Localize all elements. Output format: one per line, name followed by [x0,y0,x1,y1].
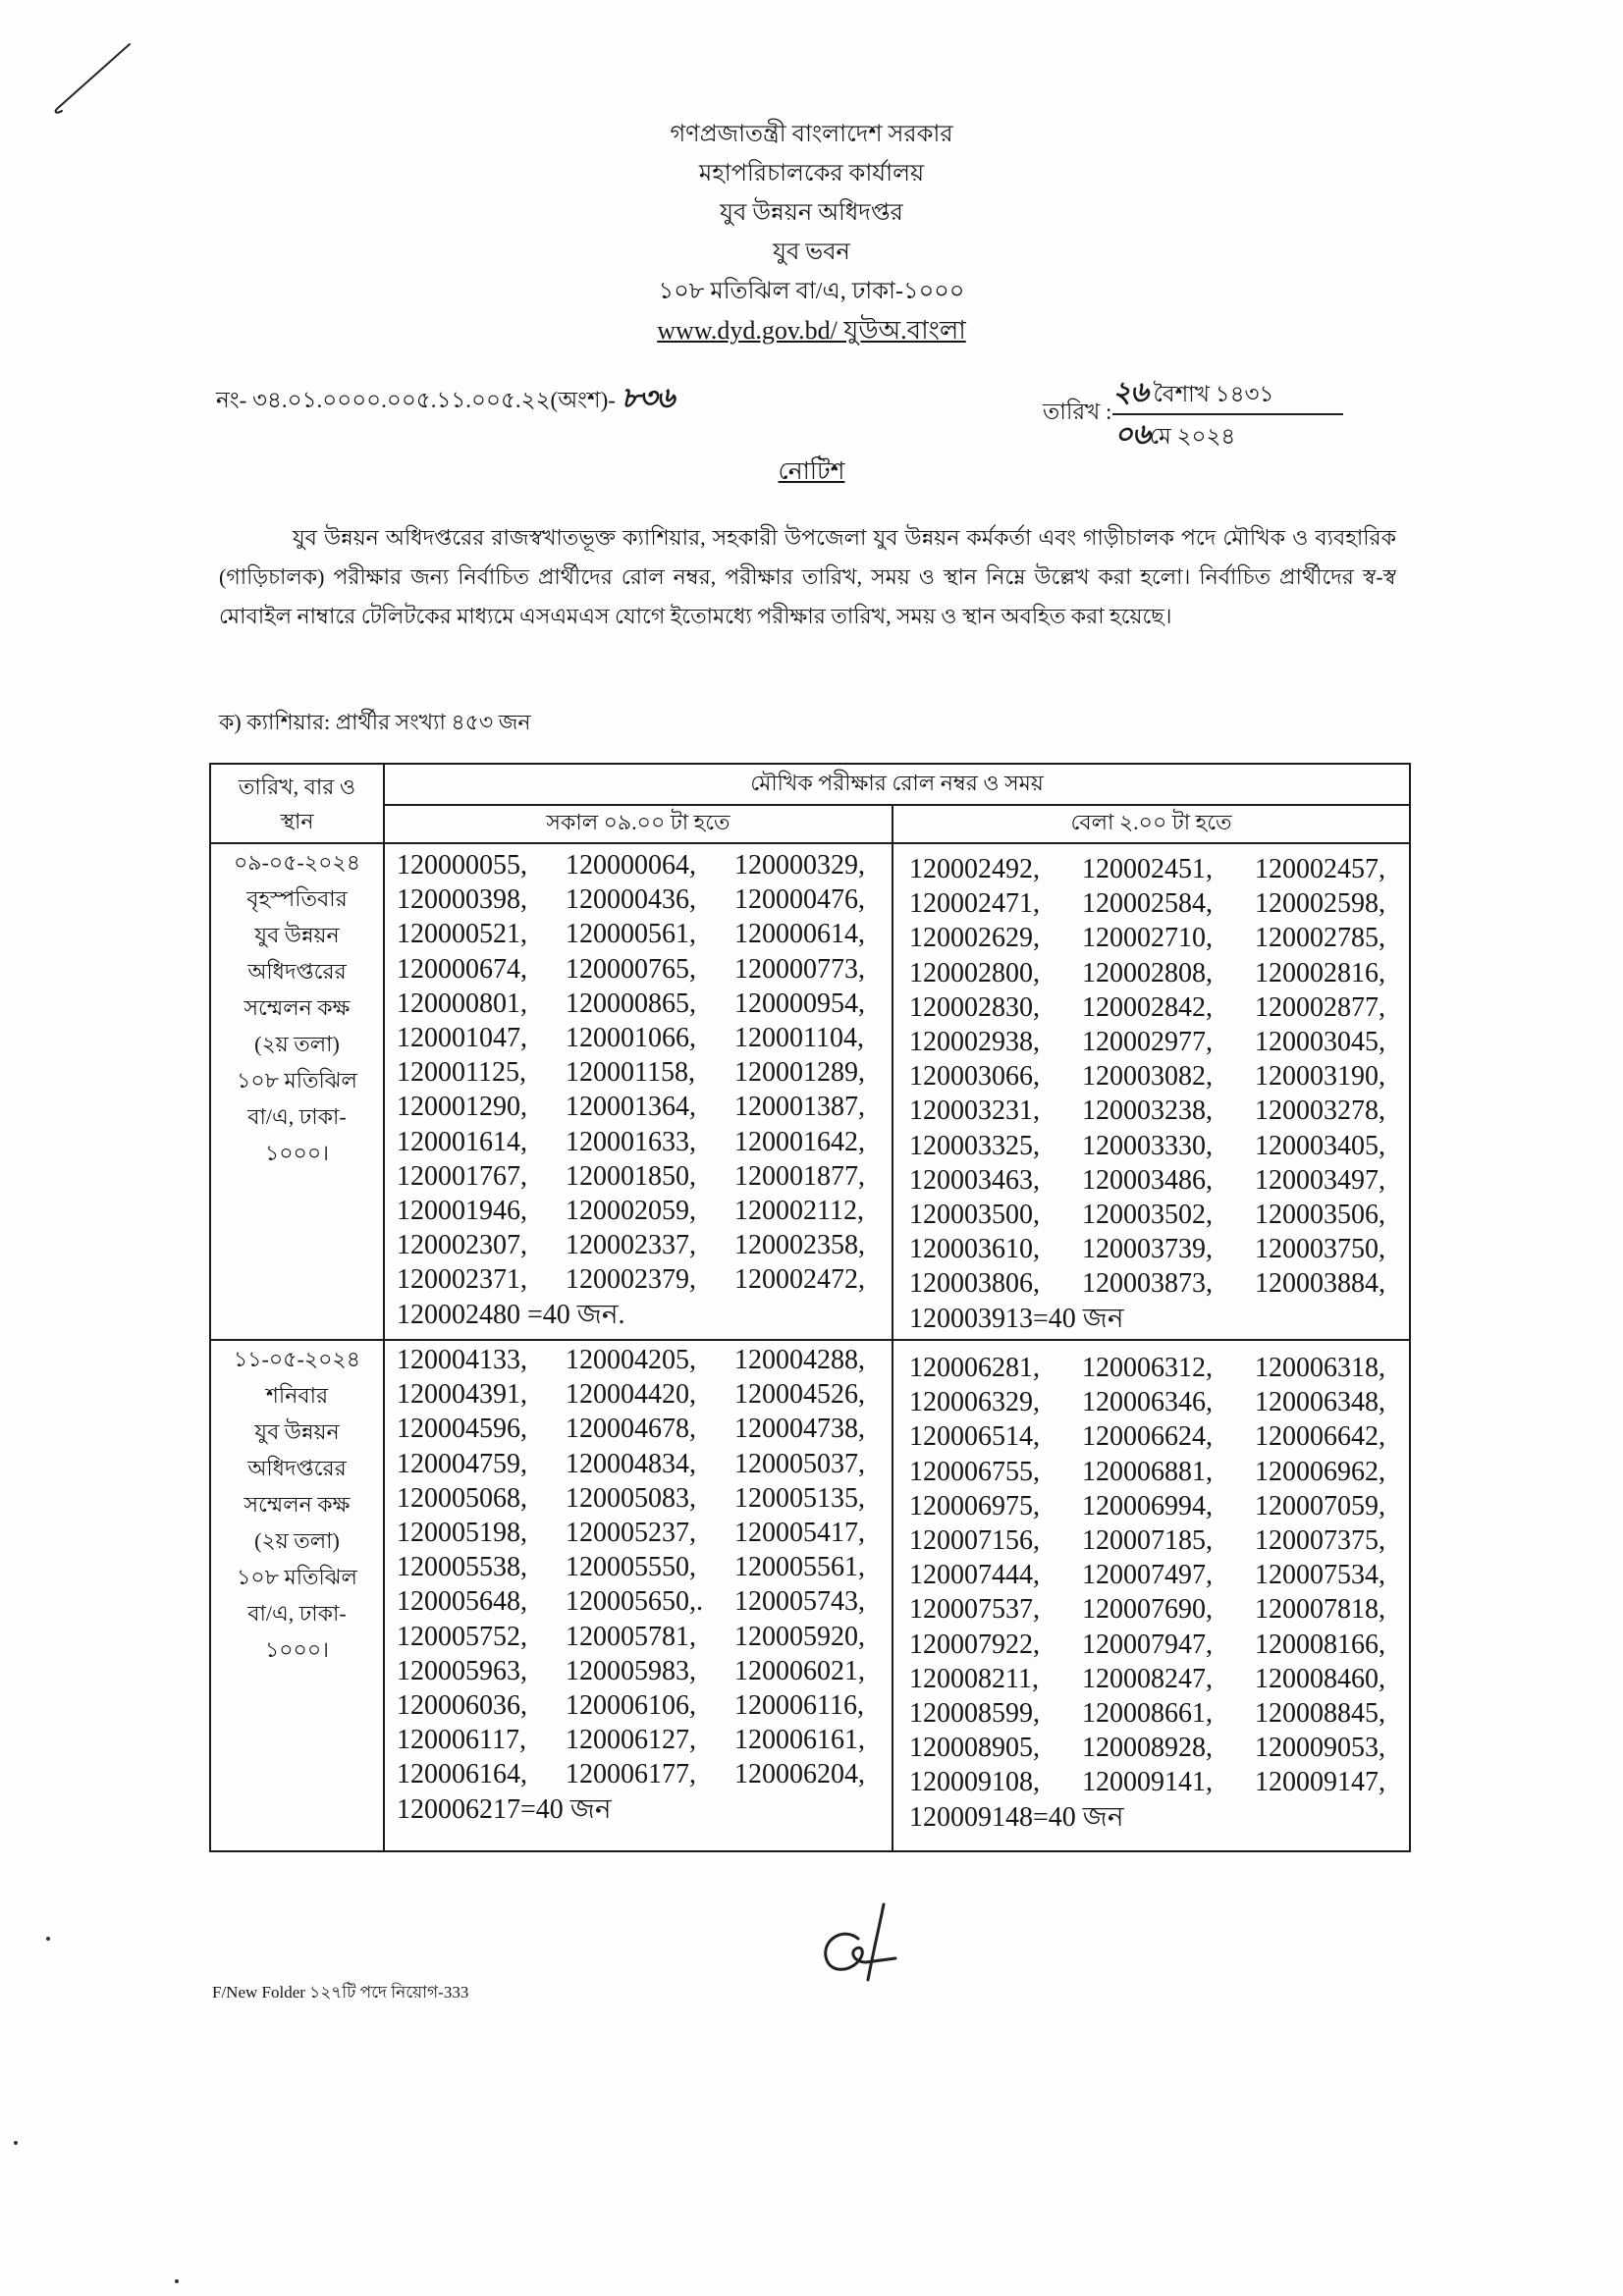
roll-number: 120008905, [909,1733,1040,1764]
roll-number: 120006994, [1082,1490,1213,1522]
roll-number-grid [893,852,1409,1302]
roll-number: 120007497, [1082,1560,1213,1591]
roll-number: 120003500, [909,1200,1040,1231]
roll-total: 120003913=40 জন [909,1303,1124,1334]
roll-number: 120002112, [734,1196,864,1227]
roll-number: 120000561, [566,919,696,950]
roll-number: 120005417, [734,1518,865,1549]
roll-number: 120006312, [1082,1353,1213,1383]
letterhead-office: মহাপরিচালকের কার্যালয় [698,161,925,187]
roll-number: 120001289, [734,1057,865,1089]
roll-number: 120009108, [909,1767,1040,1798]
table-header-row [210,764,1410,805]
roll-number: 120002938, [909,1027,1040,1058]
roll-number: 120003806, [909,1268,1040,1300]
roll-number: 120004391, [397,1379,527,1411]
roll-number: 120005781, [566,1621,696,1652]
roll-number: 120003463, [909,1164,1040,1196]
roll-number: 120006161, [734,1725,865,1756]
roll-number: 120003502, [1082,1200,1213,1231]
exam-schedule-table [209,763,1411,1852]
roll-number: 120005083, [566,1482,696,1514]
roll-number: 120005963, [397,1655,527,1686]
roll-number: 120008928, [1082,1733,1213,1764]
roll-number: 120000055, [397,850,527,881]
date-label: তারিখ : [1043,400,1112,424]
roll-number: 120005561, [734,1552,865,1583]
roll-number: 120007922, [909,1629,1040,1660]
roll-number: 120006318, [1255,1353,1385,1383]
roll-number: 120003066, [909,1061,1040,1093]
pen-stroke-mark [49,39,137,118]
roll-number-grid [385,1343,892,1792]
roll-number: 120003750, [1255,1234,1385,1265]
roll-number: 120008599, [909,1698,1040,1730]
roll-number: 120009147, [1255,1767,1385,1798]
date-place-line: (২য় তলা) [254,1032,340,1056]
roll-number: 120005237, [566,1518,696,1549]
date-place-line: যুব উন্নয়ন [254,923,340,947]
section-label: ক) ক্যাশিয়ার: প্রার্থীর সংখ্যা ৪৫৩ জন [219,710,531,734]
notice-body: যুব উন্নয়ন অধিদপ্তরের রাজস্বখাতভূক্ত ক্যাশিয়ার, সহকারী উপজেলা যুব উন্নয়ন কর্মকর্তা এবং গাড়ীচালক পদে মৌখিক ও ব্যবহারিক (গাড়িচালক) পরীক্ষার জন্য নির্বাচিত প্রার্থীদের রোল নম্বর, পরীক্ষার তারিখ, সময় ও স্থান নিম্নে উল্লেখ করা হলো। নির্বাচিত প্রার্থীদের স্ব-স্ব মোবাইল নাম্বারে টেলিটকের মাধ্যমে এসএমএস যোগে ইতোমধ্যে পরীক্ষার তারিখ, সময় ও স্থান অবহিত করা হয়েছে। [219,525,1396,628]
roll-number: 120003231, [909,1095,1040,1127]
date-place-lines [211,844,383,1171]
roll-number: 120003082, [1082,1061,1213,1093]
roll-number: 120004834, [566,1448,696,1479]
roll-number: 120003739, [1082,1234,1213,1265]
roll-number: 120002842, [1082,991,1213,1023]
letterhead-department: যুব উন্নয়ন অধিদপ্তর [720,200,903,226]
roll-number: 120002785, [1255,923,1385,954]
afternoon-rolls-cell [893,843,1410,1340]
date-bangla [1112,373,1343,415]
roll-number: 120000954, [734,988,865,1019]
memo-prefix: নং- ৩৪.০১.০০০০.০০৫.১১.০০৫.২২(অংশ)- [216,388,622,412]
roll-number: 120003497, [1255,1164,1385,1196]
roll-number: 120005648, [397,1586,527,1618]
roll-number: 120005068, [397,1482,527,1514]
roll-number: 120005037, [734,1448,865,1479]
afternoon-rolls-cell [893,1340,1410,1851]
roll-number: 120004596, [397,1414,527,1445]
roll-number: 120002598, [1255,888,1385,920]
date-bangla-day: ২৬ [1112,375,1148,408]
file-path-footer: F/New Folder ১২৭টি পদে নিয়োগ-333 [212,1983,469,2002]
roll-number: 120003330, [1082,1130,1213,1161]
roll-number: 120000865, [566,988,696,1019]
roll-number: 120006642, [1255,1421,1385,1453]
roll-number: 120006281, [909,1353,1040,1383]
roll-number: 120002816, [1255,957,1385,988]
roll-number: 120005752, [397,1621,527,1652]
morning-rolls-cell [384,843,893,1340]
roll-number: 120008166, [1255,1629,1385,1660]
roll-number: 120006127, [566,1725,696,1756]
roll-number: 120000521, [397,919,527,950]
letterhead [0,115,1623,350]
roll-number: 120003325, [909,1130,1040,1161]
date-place-line: সম্মেলন কক্ষ [243,995,351,1020]
roll-total: 120009148=40 জন [909,1801,1124,1833]
roll-number: 120003873, [1082,1268,1213,1300]
date-bangla-month-year: বৈশাখ ১৪৩১ [1147,382,1274,406]
date-english [1114,415,1235,455]
signature [813,1899,921,1988]
memo-number [216,378,674,420]
roll-number: 120003405, [1255,1130,1385,1161]
roll-number: 120000674, [397,953,527,985]
roll-number: 120003190, [1255,1061,1385,1093]
roll-number: 120008460, [1255,1663,1385,1694]
roll-number: 120007818, [1255,1594,1385,1626]
roll-number: 120001066, [566,1023,696,1054]
roll-number: 120003884, [1255,1268,1385,1300]
roll-number: 120004205, [566,1345,696,1375]
roll-number: 120002451, [1082,854,1213,884]
morning-rolls-cell [384,1340,893,1851]
roll-number: 120002457, [1255,854,1385,884]
scan-speck [175,2279,179,2283]
roll-number: 120008661, [1082,1698,1213,1730]
roll-number: 120007534, [1255,1560,1385,1591]
header-morning: সকাল ০৯.০০ টা হতে [384,805,893,843]
roll-number: 120006021, [734,1655,865,1686]
roll-number: 120000329, [734,850,865,881]
date-place-cell [210,1340,384,1851]
letterhead-address: ১০৮ মতিঝিল বা/এ, ঢাকা-১০০০ [658,279,965,304]
roll-number: 120007537, [909,1594,1040,1626]
roll-number: 120006117, [397,1725,526,1756]
roll-number: 120003610, [909,1234,1040,1265]
date-place-lines [211,1341,383,1668]
date-place-line: যুব উন্নয়ন [254,1419,340,1444]
roll-number: 120000476, [734,884,865,916]
scan-speck [14,2141,18,2145]
roll-number: 120000436, [566,884,696,916]
table-row [210,1340,1410,1851]
roll-number: 120005983, [566,1655,696,1686]
roll-number: 120005198, [397,1518,527,1549]
roll-number: 120007156, [909,1525,1040,1557]
roll-number: 120007690, [1082,1594,1213,1626]
roll-number: 120004738, [734,1414,865,1445]
roll-number: 120002492, [909,854,1040,884]
date-place-line: অধিদপ্তরের [247,959,347,984]
roll-number: 120000614, [734,919,865,950]
header-date-place [210,764,384,843]
roll-number: 120004420, [566,1379,696,1411]
roll-number: 120008211, [909,1663,1039,1694]
roll-number: 120003238, [1082,1095,1213,1127]
roll-number: 120004133, [397,1345,527,1375]
roll-number: 120005538, [397,1552,527,1583]
roll-number: 120001850, [566,1160,696,1192]
roll-number: 120002584, [1082,888,1213,920]
roll-number: 120006881, [1082,1456,1213,1487]
roll-number: 120006348, [1255,1387,1385,1418]
date-place-line: (২য় তলা) [254,1528,340,1553]
header-date-place-line: তারিখ, বার ও [238,774,356,799]
roll-number: 120002059, [566,1196,696,1227]
roll-number: 120002808, [1082,957,1213,988]
roll-number: 120002877, [1255,991,1385,1023]
roll-number: 120006755, [909,1456,1040,1487]
roll-number: 120001614, [397,1126,527,1157]
roll-number: 120003506, [1255,1200,1385,1231]
roll-number-grid [385,848,892,1298]
roll-number: 120000773, [734,953,865,985]
roll-number: 120002371, [397,1264,527,1296]
roll-number: 120006346, [1082,1387,1213,1418]
roll-number-grid [893,1351,1409,1800]
roll-number: 120002710, [1082,923,1213,954]
date-place-line: ০৯-০৫-২০২৪ [233,850,360,875]
roll-number: 120007059, [1255,1490,1385,1522]
roll-number: 120001767, [397,1160,527,1192]
roll-number: 120005550, [566,1552,696,1583]
letterhead-building: যুব ভবন [773,240,850,265]
date-place-line: ১০৮ মতিঝিল [237,1565,357,1589]
header-date-place-line: স্থান [280,808,314,833]
roll-number: 120005743, [734,1586,865,1618]
roll-number: 120002358, [734,1230,865,1261]
roll-number: 120003486, [1082,1164,1213,1196]
roll-total: 120002480 =40 জন. [397,1299,625,1330]
roll-number: 120001104, [734,1023,864,1054]
roll-number: 120009053, [1255,1733,1385,1764]
roll-number: 120001387, [734,1092,865,1123]
roll-number: 120002337, [566,1230,696,1261]
roll-number: 120002830, [909,991,1040,1023]
date-place-line: শনিবার [265,1383,329,1408]
roll-number: 120008845, [1255,1698,1385,1730]
roll-number: 120003278, [1255,1095,1385,1127]
roll-number: 120006962, [1255,1456,1385,1487]
roll-number: 120006106, [566,1690,696,1722]
roll-number: 120002379, [566,1264,696,1296]
date-place-line: ১০০০। [264,1637,330,1662]
roll-number: 120001633, [566,1126,696,1157]
date-place-line: সম্মেলন কক্ষ [243,1492,351,1517]
roll-number: 120001125, [397,1057,526,1089]
roll-number: 120004759, [397,1448,527,1479]
roll-number: 120001047, [397,1023,527,1054]
roll-number: 120004526, [734,1379,865,1411]
roll-number: 120006116, [734,1690,864,1722]
roll-number: 120002977, [1082,1027,1213,1058]
roll-total: 120006217=40 জন [397,1793,612,1825]
date-place-line: ১০৮ মতিঝিল [237,1068,357,1093]
date-place-line: ১১-০৫-২০২৪ [234,1347,360,1371]
roll-number: 120007185, [1082,1525,1213,1557]
header-main: মৌখিক পরীক্ষার রোল নম্বর ও সময় [384,764,1410,805]
roll-number: 120003045, [1255,1027,1385,1058]
date-english-day: ০৬ [1114,417,1150,451]
notice-title-wrap [0,453,1623,492]
roll-number: 120006204, [734,1759,865,1790]
roll-number: 120006624, [1082,1421,1213,1453]
roll-number: 120006164, [397,1759,527,1790]
roll-number: 120005650,. [566,1586,703,1618]
date-place-line: বা/এ, ঢাকা- [247,1601,347,1626]
roll-number: 120000064, [566,850,696,881]
roll-number: 120002800, [909,957,1040,988]
table-row [210,843,1410,1340]
roll-number: 120002471, [909,888,1040,920]
roll-number: 120006975, [909,1490,1040,1522]
roll-number: 120002307, [397,1230,527,1261]
header-afternoon: বেলা ২.০০ টা হতে [893,805,1410,843]
roll-number: 120000801, [397,988,527,1019]
roll-number: 120001364, [566,1092,696,1123]
roll-number: 120001877, [734,1160,865,1192]
roll-number: 120006177, [566,1759,696,1790]
roll-number: 120001158, [566,1057,695,1089]
date-place-line: অধিদপ্তরের [247,1456,347,1480]
date-place-line: বা/এ, ঢাকা- [247,1104,347,1129]
roll-number: 120001642, [734,1126,865,1157]
roll-number: 120009141, [1082,1767,1213,1798]
letterhead-website: www.dyd.gov.bd/ যুউঅ.বাংলা [657,316,966,345]
roll-number: 120008247, [1082,1663,1213,1694]
roll-number: 120000398, [397,884,527,916]
date-place-cell [210,843,384,1340]
date-place-line: ১০০০। [264,1141,330,1165]
memo-handwritten-number: ৮৩৬ [621,381,675,414]
roll-number: 120007947, [1082,1629,1213,1660]
table-subheader-row [210,805,1410,843]
roll-number: 120002629, [909,923,1040,954]
roll-number: 120006514, [909,1421,1040,1453]
roll-number: 120005135, [734,1482,865,1514]
roll-number: 120000765, [566,953,696,985]
roll-number: 120005920, [734,1621,865,1652]
roll-number: 120001290, [397,1092,527,1123]
notice-title: নোটিশ [778,458,845,485]
roll-number: 120007444, [909,1560,1040,1591]
scan-speck [46,1937,50,1941]
roll-number: 120006329, [909,1387,1040,1418]
date-english-month-year: মে ২০২৪ [1149,424,1236,449]
roll-number: 120006036, [397,1690,527,1722]
roll-number: 120004288, [734,1345,865,1375]
roll-number: 120004678, [566,1414,696,1445]
roll-number: 120002472, [734,1264,865,1296]
roll-number: 120007375, [1255,1525,1385,1557]
letterhead-government: গণপ্রজাতন্ত্রী বাংলাদেশ সরকার [670,122,953,147]
date-place-line: বৃহস্পতিবার [246,886,348,911]
roll-number: 120001946, [397,1196,527,1227]
